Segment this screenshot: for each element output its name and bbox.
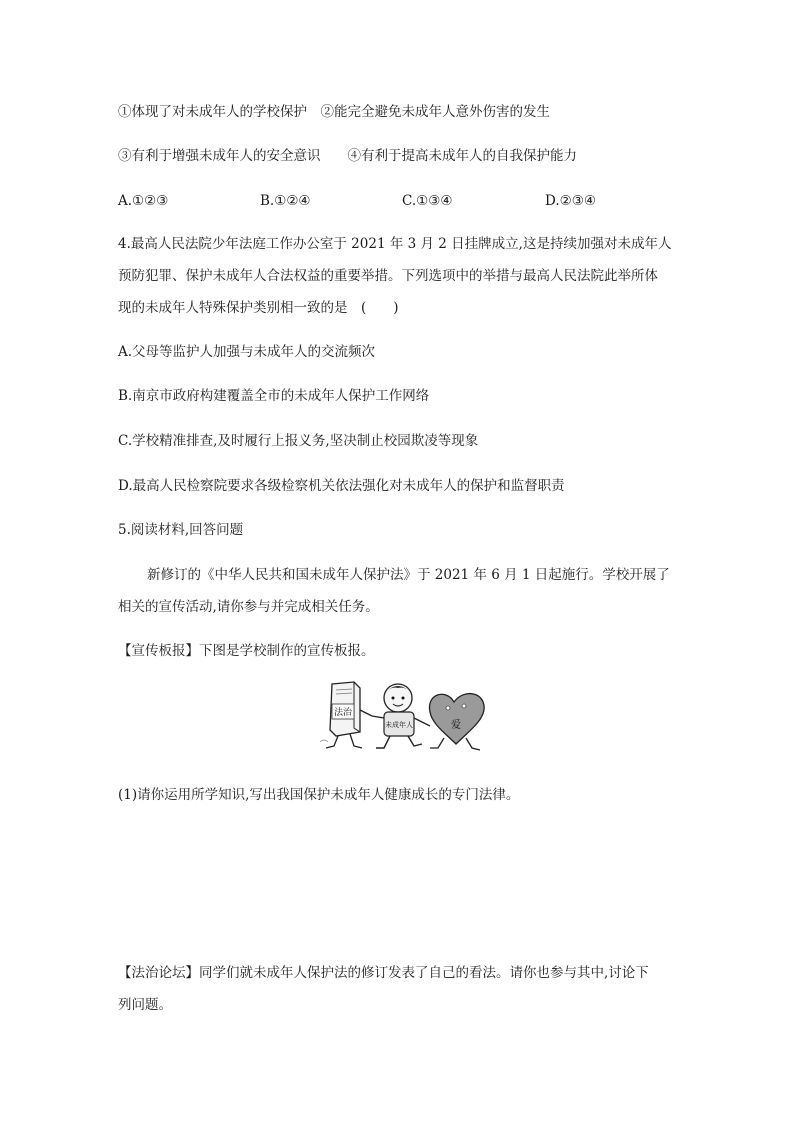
q5-material-line2: 相关的宣传活动,请你参与并完成相关任务。: [118, 599, 379, 615]
q4-stem-line3: 现的未成年人特殊保护类别相一致的是 ( ): [118, 300, 399, 316]
book-label: 法治: [333, 708, 353, 718]
q4-option-c: C.学校精准排查,及时履行上报义务,坚决制止校园欺凌等现象: [118, 433, 479, 449]
child-character: [372, 684, 430, 748]
q5-forum-line2: 列问题。: [118, 997, 172, 1013]
q3-option-a: A.①②③: [118, 193, 169, 209]
heart-character: [429, 694, 484, 750]
q5-poster-intro: 【宣传板报】下图是学校制作的宣传板报。: [118, 643, 375, 659]
child-label: 未成年人: [385, 721, 413, 729]
q5-sub1: (1)请你运用所学知识,写出我国保护未成年人健康成长的专门法律。: [118, 787, 520, 803]
q3-option-d: D.②③④: [545, 193, 596, 209]
q4-option-b: B.南京市政府构建覆盖全市的未成年人保护工作网络: [118, 388, 430, 404]
q4-stem-line2: 预防犯罪、保护未成年人合法权益的重要举措。下列选项中的举措与最高人民法院此举所体: [118, 268, 658, 284]
q5-material-line1: 新修订的《中华人民共和国未成年人保护法》于 2021 年 6 月 1 日起施行。学校开展了: [147, 567, 670, 583]
q3-statements-line2: ③有利于增强未成年人的安全意识 ④有利于提高未成年人的自我保护能力: [118, 148, 577, 164]
q4-option-a: A.父母等监护人加强与未成年人的交流频次: [118, 344, 376, 360]
q5-title: 5.阅读材料,回答问题: [118, 522, 244, 538]
q3-option-c: C.①③④: [402, 193, 453, 209]
q3-statements-line1: ①体现了对未成年人的学校保护 ②能完全避免未成年人意外伤害的发生: [118, 104, 550, 120]
q4-option-d: D.最高人民检察院要求各级检察机关依法强化对未成年人的保护和监督职责: [118, 478, 565, 494]
q3-option-b: B.①②④: [260, 193, 311, 209]
book-character: [320, 682, 372, 748]
q5-forum-line1: 【法治论坛】同学们就未成年人保护法的修订发表了自己的看法。请你也参与其中,讨论下: [118, 965, 649, 981]
poster-illustration: [314, 680, 494, 756]
q4-stem-line1: 4.最高人民法院少年法庭工作办公室于 2021 年 3 月 2 日挂牌成立,这是持续加强对未成年人: [118, 236, 672, 252]
heart-label: 爱: [451, 720, 461, 731]
poster-svg: [314, 680, 494, 756]
